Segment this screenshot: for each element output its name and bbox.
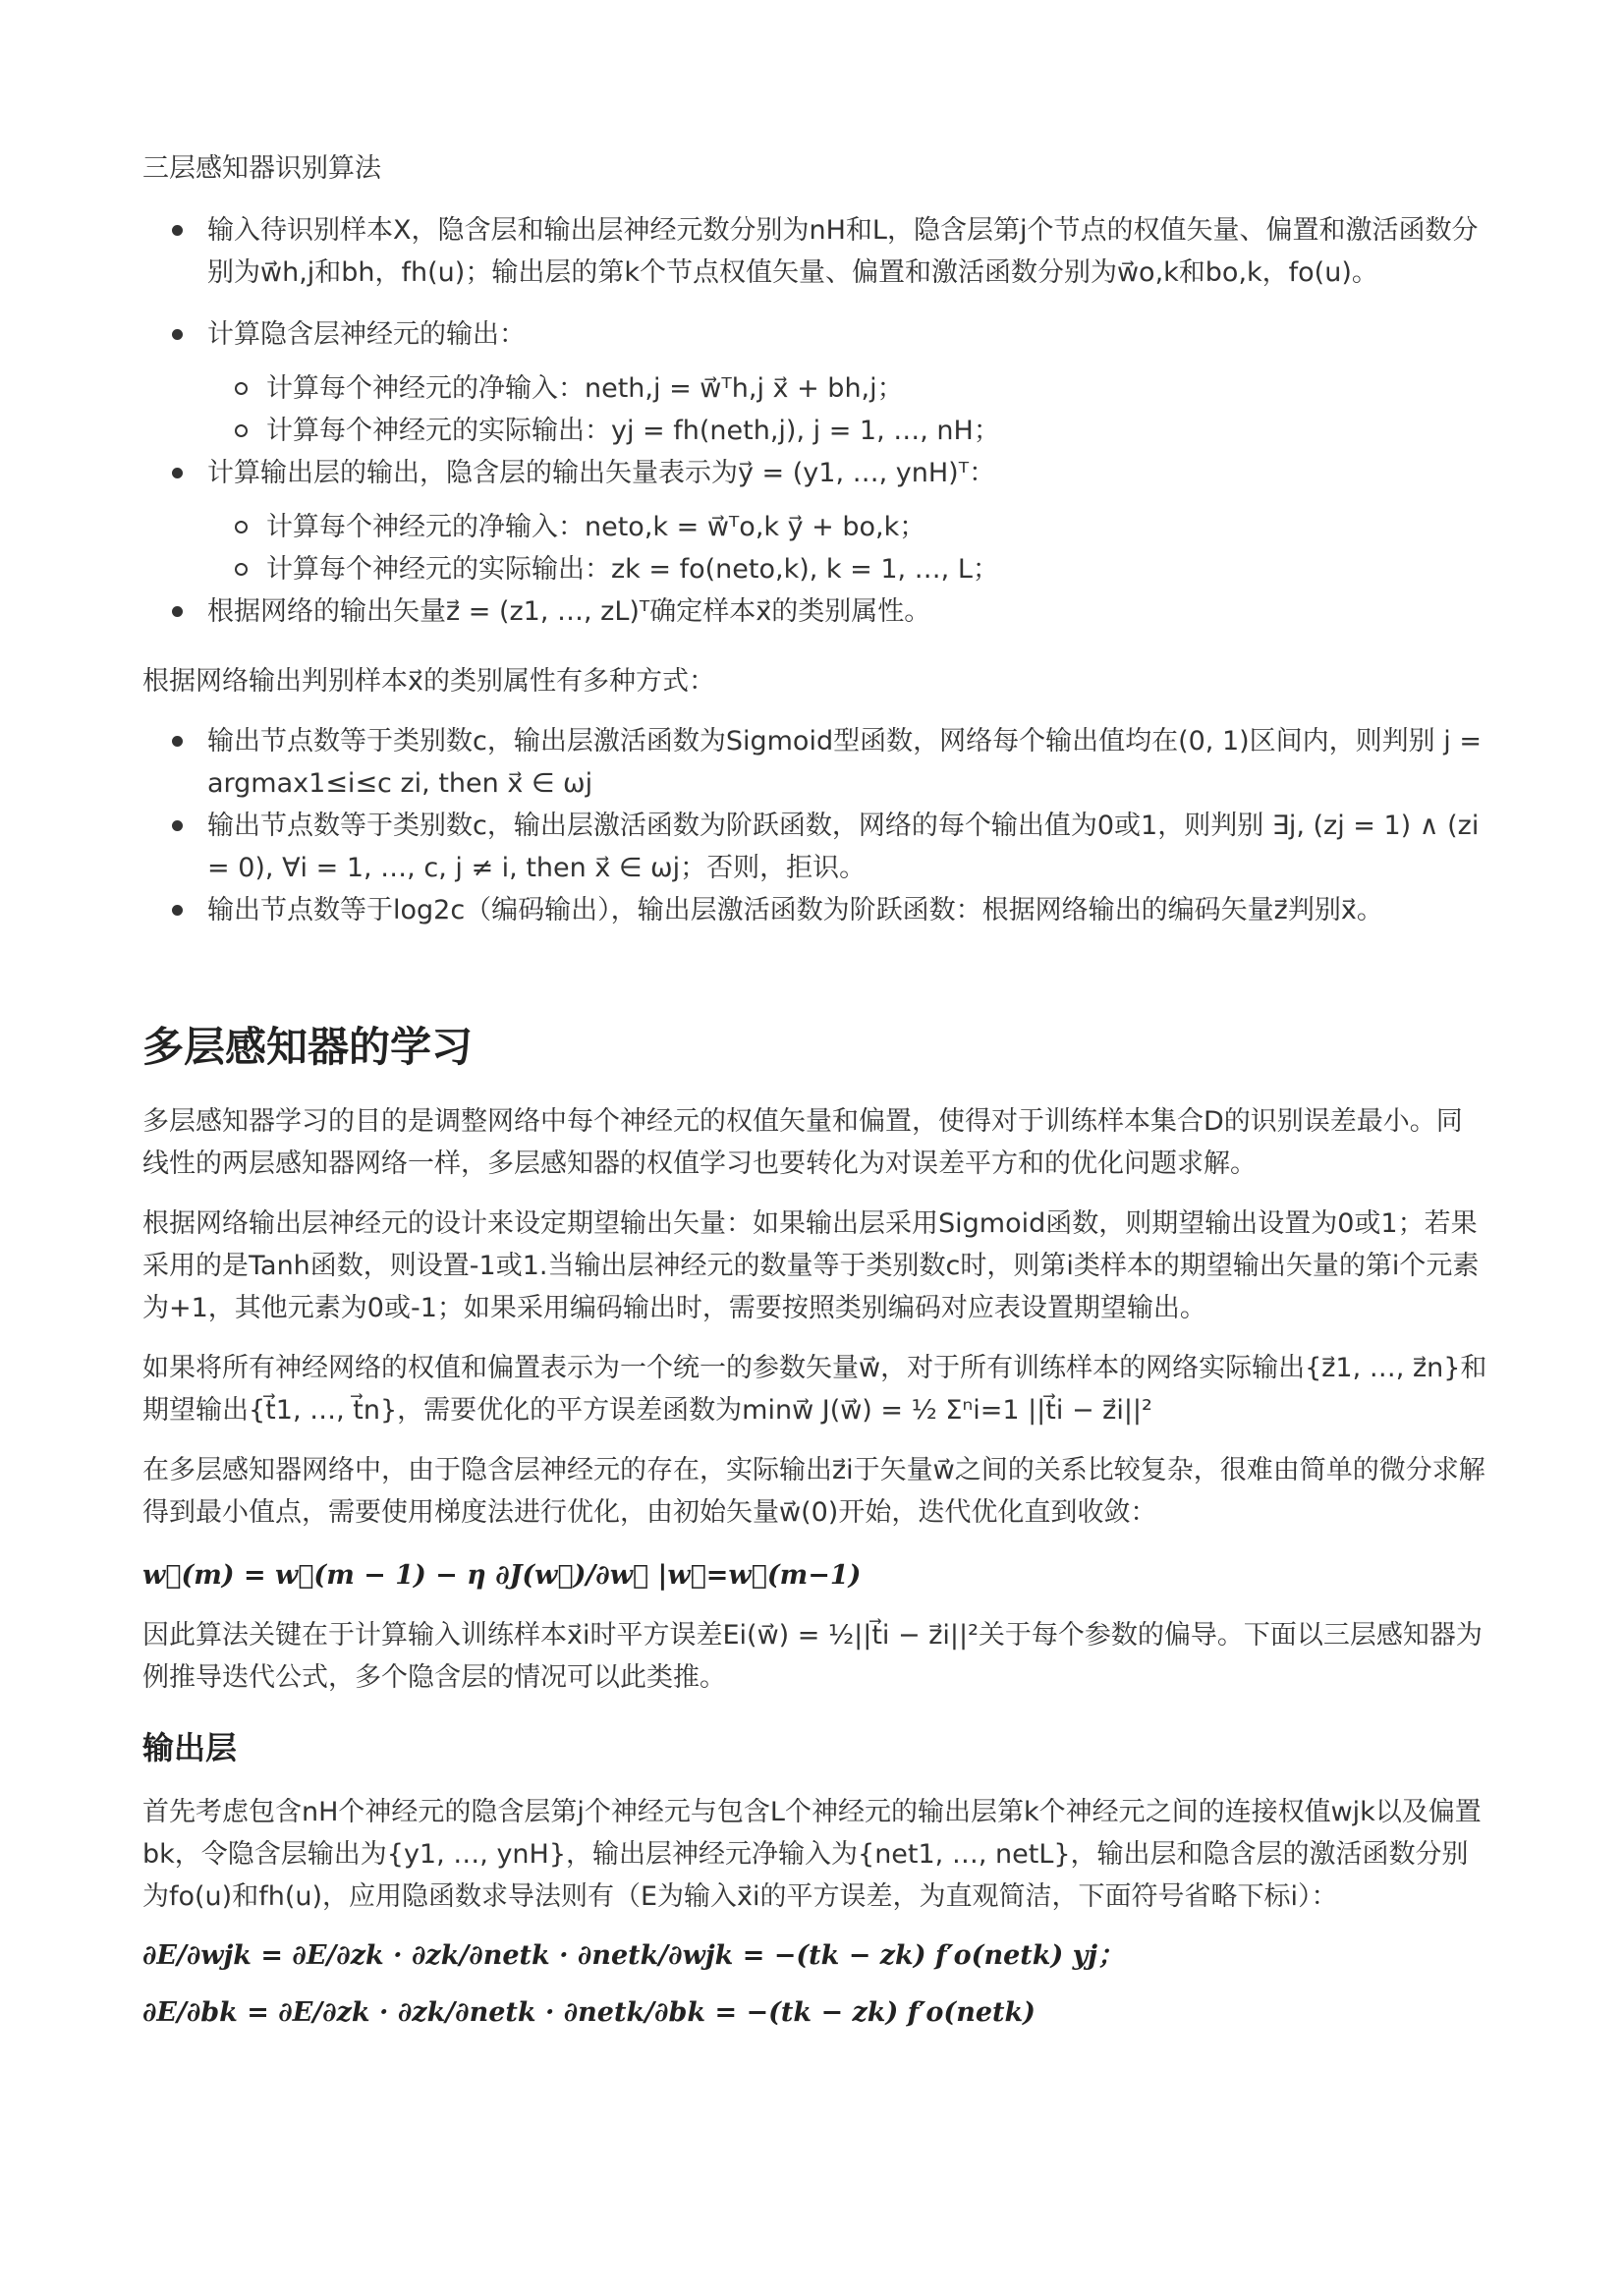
judge-intro: 根据网络输出判别样本x⃗的类别属性有多种方式： bbox=[142, 666, 715, 697]
section-para-2: 根据网络输出层神经元的设计来设定期望输出矢量：如果输出层采用Sigmoid函数，则期望输出设置为0或1；若果采用的是Tanh函数，则设置-1或1.当输出层神经元的数量等于类别数c时，则第i类样本的期望输出矢量的第i个元素为+1，其他元素为0或-1；如果采用编码输出时，需要按照类别编码对应表设置期望输出。 bbox=[142, 1208, 1480, 1323]
output-substeps bbox=[207, 506, 1488, 590]
algo-step-2: 计算隐含层神经元的输出： 计算每个神经元的净输入：neth,j = w⃗ᵀh,j x⃗ + bh,j； 计算每个神经元的实际输出：yj = fh(neth,j), j = 1, …, nH； bbox=[142, 313, 1488, 452]
equation-dE-dbk: ∂E/∂bk = ∂E/∂zk · ∂zk/∂netk · ∂netk/∂bk = −(tk − zk) f′o(netk) bbox=[142, 1997, 1036, 2028]
hidden-substeps bbox=[207, 367, 1488, 452]
judge-item-3: 输出节点数等于log2c（编码输出），输出层激活函数为阶跃函数：根据网络输出的编码矢量z⃗判别x⃗。 bbox=[142, 889, 1488, 931]
subsection-title: 输出层 bbox=[142, 1729, 238, 1766]
gradient-update-equation: w⃗(m) = w⃗(m − 1) − η ∂J(w⃗)/∂w⃗ |w⃗=w⃗(m−1) bbox=[142, 1560, 862, 1591]
section-para-4: 在多层感知器网络中，由于隐含层神经元的存在，实际输出z⃗i于矢量w⃗之间的关系比较复杂，很难由简单的微分求解得到最小值点，需要使用梯度法进行优化，由初始矢量w⃗(0)开始，迭代优化直到收敛： bbox=[142, 1455, 1485, 1528]
subsection-para: 首先考虑包含nH个神经元的隐含层第j个神经元与包含L个神经元的输出层第k个神经元之间的连接权值wjk以及偏置bk，令隐含层输出为{y1, …, ynH}，输出层神经元净输入为{net1, …, netL}，输出层和隐含层的激活函数分别为fo(u)和fh(u)，应用隐函数求导法则有（E为输入x⃗i的平方误差，为直观简洁，下面符号省略下标i）： bbox=[142, 1797, 1482, 1912]
judge-item-1: 输出节点数等于类别数c，输出层激活函数为Sigmoid型函数，网络每个输出值均在(0, 1)区间内，则判别 j = argmax1≤i≤c zi, then x⃗ ∈ ωj bbox=[142, 720, 1488, 805]
judge-list bbox=[142, 720, 1488, 931]
document-content bbox=[142, 147, 1488, 2038]
algo-step-4: 根据网络的输出矢量z⃗ = (z1, …, zL)ᵀ确定样本x⃗的类别属性。 bbox=[142, 590, 1488, 633]
section-title: 多层感知器的学习 bbox=[142, 1023, 474, 1071]
algo-step-3: 计算输出层的输出，隐含层的输出矢量表示为y⃗ = (y1, …, ynH)ᵀ： 计算每个神经元的净输入：neto,k = w⃗ᵀo,k y⃗ + bo,k； 计算每个神经元的实际输出：zk = fo(neto,k), k = 1, …, L； bbox=[142, 452, 1488, 590]
section-para-1: 多层感知器学习的目的是调整网络中每个神经元的权值矢量和偏置，使得对于训练样本集合D的识别误差最小。同线性的两层感知器网络一样，多层感知器的权值学习也要转化为对误差平方和的优化问题求解。 bbox=[142, 1106, 1463, 1179]
judge-item-2: 输出节点数等于类别数c，输出层激活函数为阶跃函数，网络的每个输出值为0或1，则判别 ∃j, (zj = 1) ∧ (zi = 0), ∀i = 1, …, c, j ≠ i, then x⃗ ∈ ωj；否则，拒识。 bbox=[142, 805, 1488, 889]
hidden-substep-2: 计算每个神经元的实际输出：yj = fh(neth,j), j = 1, …, nH； bbox=[207, 410, 1488, 452]
output-substep-2: 计算每个神经元的实际输出：zk = fo(neto,k), k = 1, …, L； bbox=[207, 548, 1488, 590]
section-para-5: 因此算法关键在于计算输入训练样本x⃗i时平方误差Ei(w⃗) = ½||t⃗i − z⃗i||²关于每个参数的偏导。下面以三层感知器为例推导迭代公式，多个隐含层的情况可以此类推。 bbox=[142, 1620, 1483, 1693]
equation-dE-dwjk: ∂E/∂wjk = ∂E/∂zk · ∂zk/∂netk · ∂netk/∂wjk = −(tk − zk) f′o(netk) yj； bbox=[142, 1940, 1125, 1971]
hidden-substep-1: 计算每个神经元的净输入：neth,j = w⃗ᵀh,j x⃗ + bh,j； bbox=[207, 367, 1488, 410]
algo-step-1: 输入待识别样本X，隐含层和输出层神经元数分别为nH和L，隐含层第j个节点的权值矢量、偏置和激活函数分别为w⃗h,j和bh，fh(u)；输出层的第k个节点权值矢量、偏置和激活函数分别为w⃗o,k和bo,k，fo(u)。 bbox=[142, 209, 1488, 294]
section-para-3: 如果将所有神经网络的权值和偏置表示为一个统一的参数矢量w⃗，对于所有训练样本的网络实际输出{z⃗1, …, z⃗n}和期望输出{t⃗1, …, t⃗n}，需要优化的平方误差函数为minw⃗ J(w⃗) = ½ Σⁿi=1 ||t⃗i − z⃗i||² bbox=[142, 1353, 1487, 1426]
output-substep-1: 计算每个神经元的净输入：neto,k = w⃗ᵀo,k y⃗ + bo,k； bbox=[207, 506, 1488, 548]
algo-title: 三层感知器识别算法 bbox=[142, 153, 381, 184]
algo-steps bbox=[142, 209, 1488, 633]
